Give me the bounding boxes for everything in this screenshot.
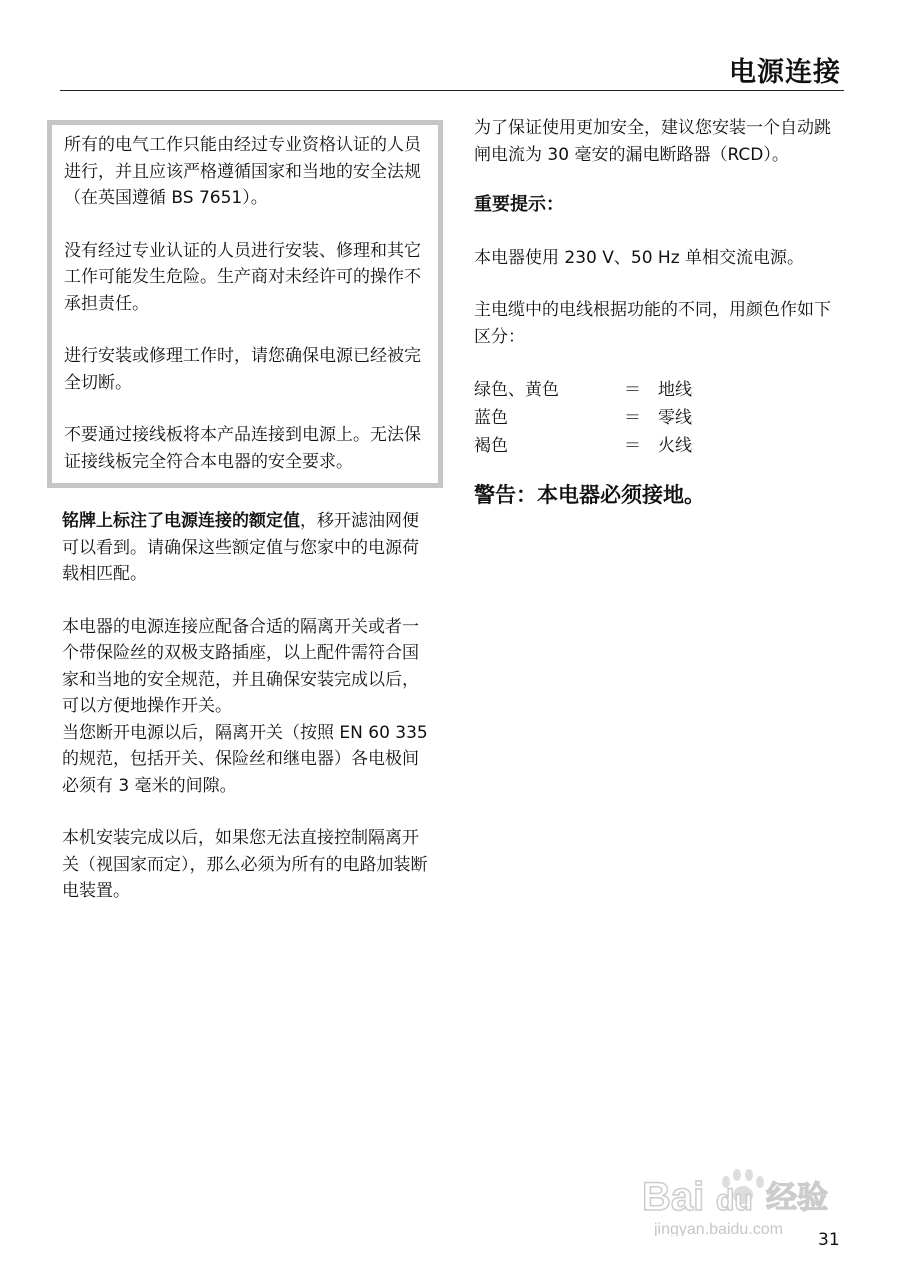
watermark-brand-tail: du [716,1184,753,1217]
watermark-logo [640,1140,860,1236]
safety-paragraph-2: 没有经过专业认证的人员进行安装、修理和其它工作可能发生危险。生产商对未经许可的操作不承担责任。 [64,240,421,314]
isolator-paragraph: 本电器的电源连接应配备合适的隔离开关或者一个带保险丝的双极支路插座，以上配件需符合国家和当地的安全规范，并且确保安装完成以后，可以方便地操作开关。 [62,616,419,716]
wire-equals: ＝ [624,436,641,456]
table-row [474,432,692,460]
rcd-paragraph: 为了保证使用更加安全，建议您安装一个自动跳闸电流为 30 毫安的漏电断路器（RCD）。 [474,118,831,165]
safety-paragraph-3: 进行安装或修理工作时，请您确保电源已经被完全切断。 [64,346,421,393]
contact-gap-paragraph: 当您断开电源以后，隔离开关（按照 EN 60 335 的规范，包括开关、保险丝和继电器）各电极间必须有 3 毫米的间隙。 [62,722,428,796]
wire-color-table [474,376,692,460]
wire-color-name: 蓝色 [474,408,508,428]
wire-color-name: 绿色、黄色 [474,380,559,400]
table-row [474,376,692,404]
supply-paragraph: 本电器使用 230 V、50 Hz 单相交流电源。 [474,247,805,268]
watermark-brand: Bai [642,1175,705,1219]
safety-warning-box [47,120,443,488]
important-heading: 重要提示： [474,194,564,215]
left-column [62,120,434,905]
right-column [474,115,846,510]
wire-color-name: 褐色 [474,436,508,456]
rating-emphasis: 铭牌上标注了电源连接的额定值 [62,511,300,531]
breaker-paragraph: 本机安装完成以后，如果您无法直接控制隔离开关（视国家而定），那么必须为所有的电路加装断电装置。 [62,828,428,901]
wire-function: 地线 [658,380,692,400]
safety-paragraph-1: 所有的电气工作只能由经过专业资格认证的人员进行，并且应该严格遵循国家和当地的安全法规（在英国遵循 BS 7651）。 [64,135,421,208]
baidu-jingyan-watermark [640,1140,860,1236]
watermark-product: 经验 [766,1180,828,1216]
safety-paragraph-4: 不要通过接线板将本产品连接到电源上。无法保证接线板完全符合本电器的安全要求。 [64,425,421,472]
page-header-title: 电源连接 [729,57,841,88]
rating-paragraph [62,508,434,588]
wire-intro-paragraph: 主电缆中的电线根据功能的不同，用颜色作如下区分： [474,300,831,347]
page-number: 31 [818,1230,840,1250]
wire-equals: ＝ [624,380,641,400]
wire-function: 零线 [658,408,692,428]
rating-rest: ，移开滤油网便可以看到。请确保这些额定值与您家中的电源荷载相匹配。 [62,511,419,584]
grounding-warning: 警告：本电器必须接地。 [474,483,705,507]
table-row [474,404,692,432]
wire-equals: ＝ [624,408,641,428]
watermark-url: jingyan.baidu.com [654,1221,783,1236]
wire-function: 火线 [658,436,692,456]
header-rule [60,90,844,91]
